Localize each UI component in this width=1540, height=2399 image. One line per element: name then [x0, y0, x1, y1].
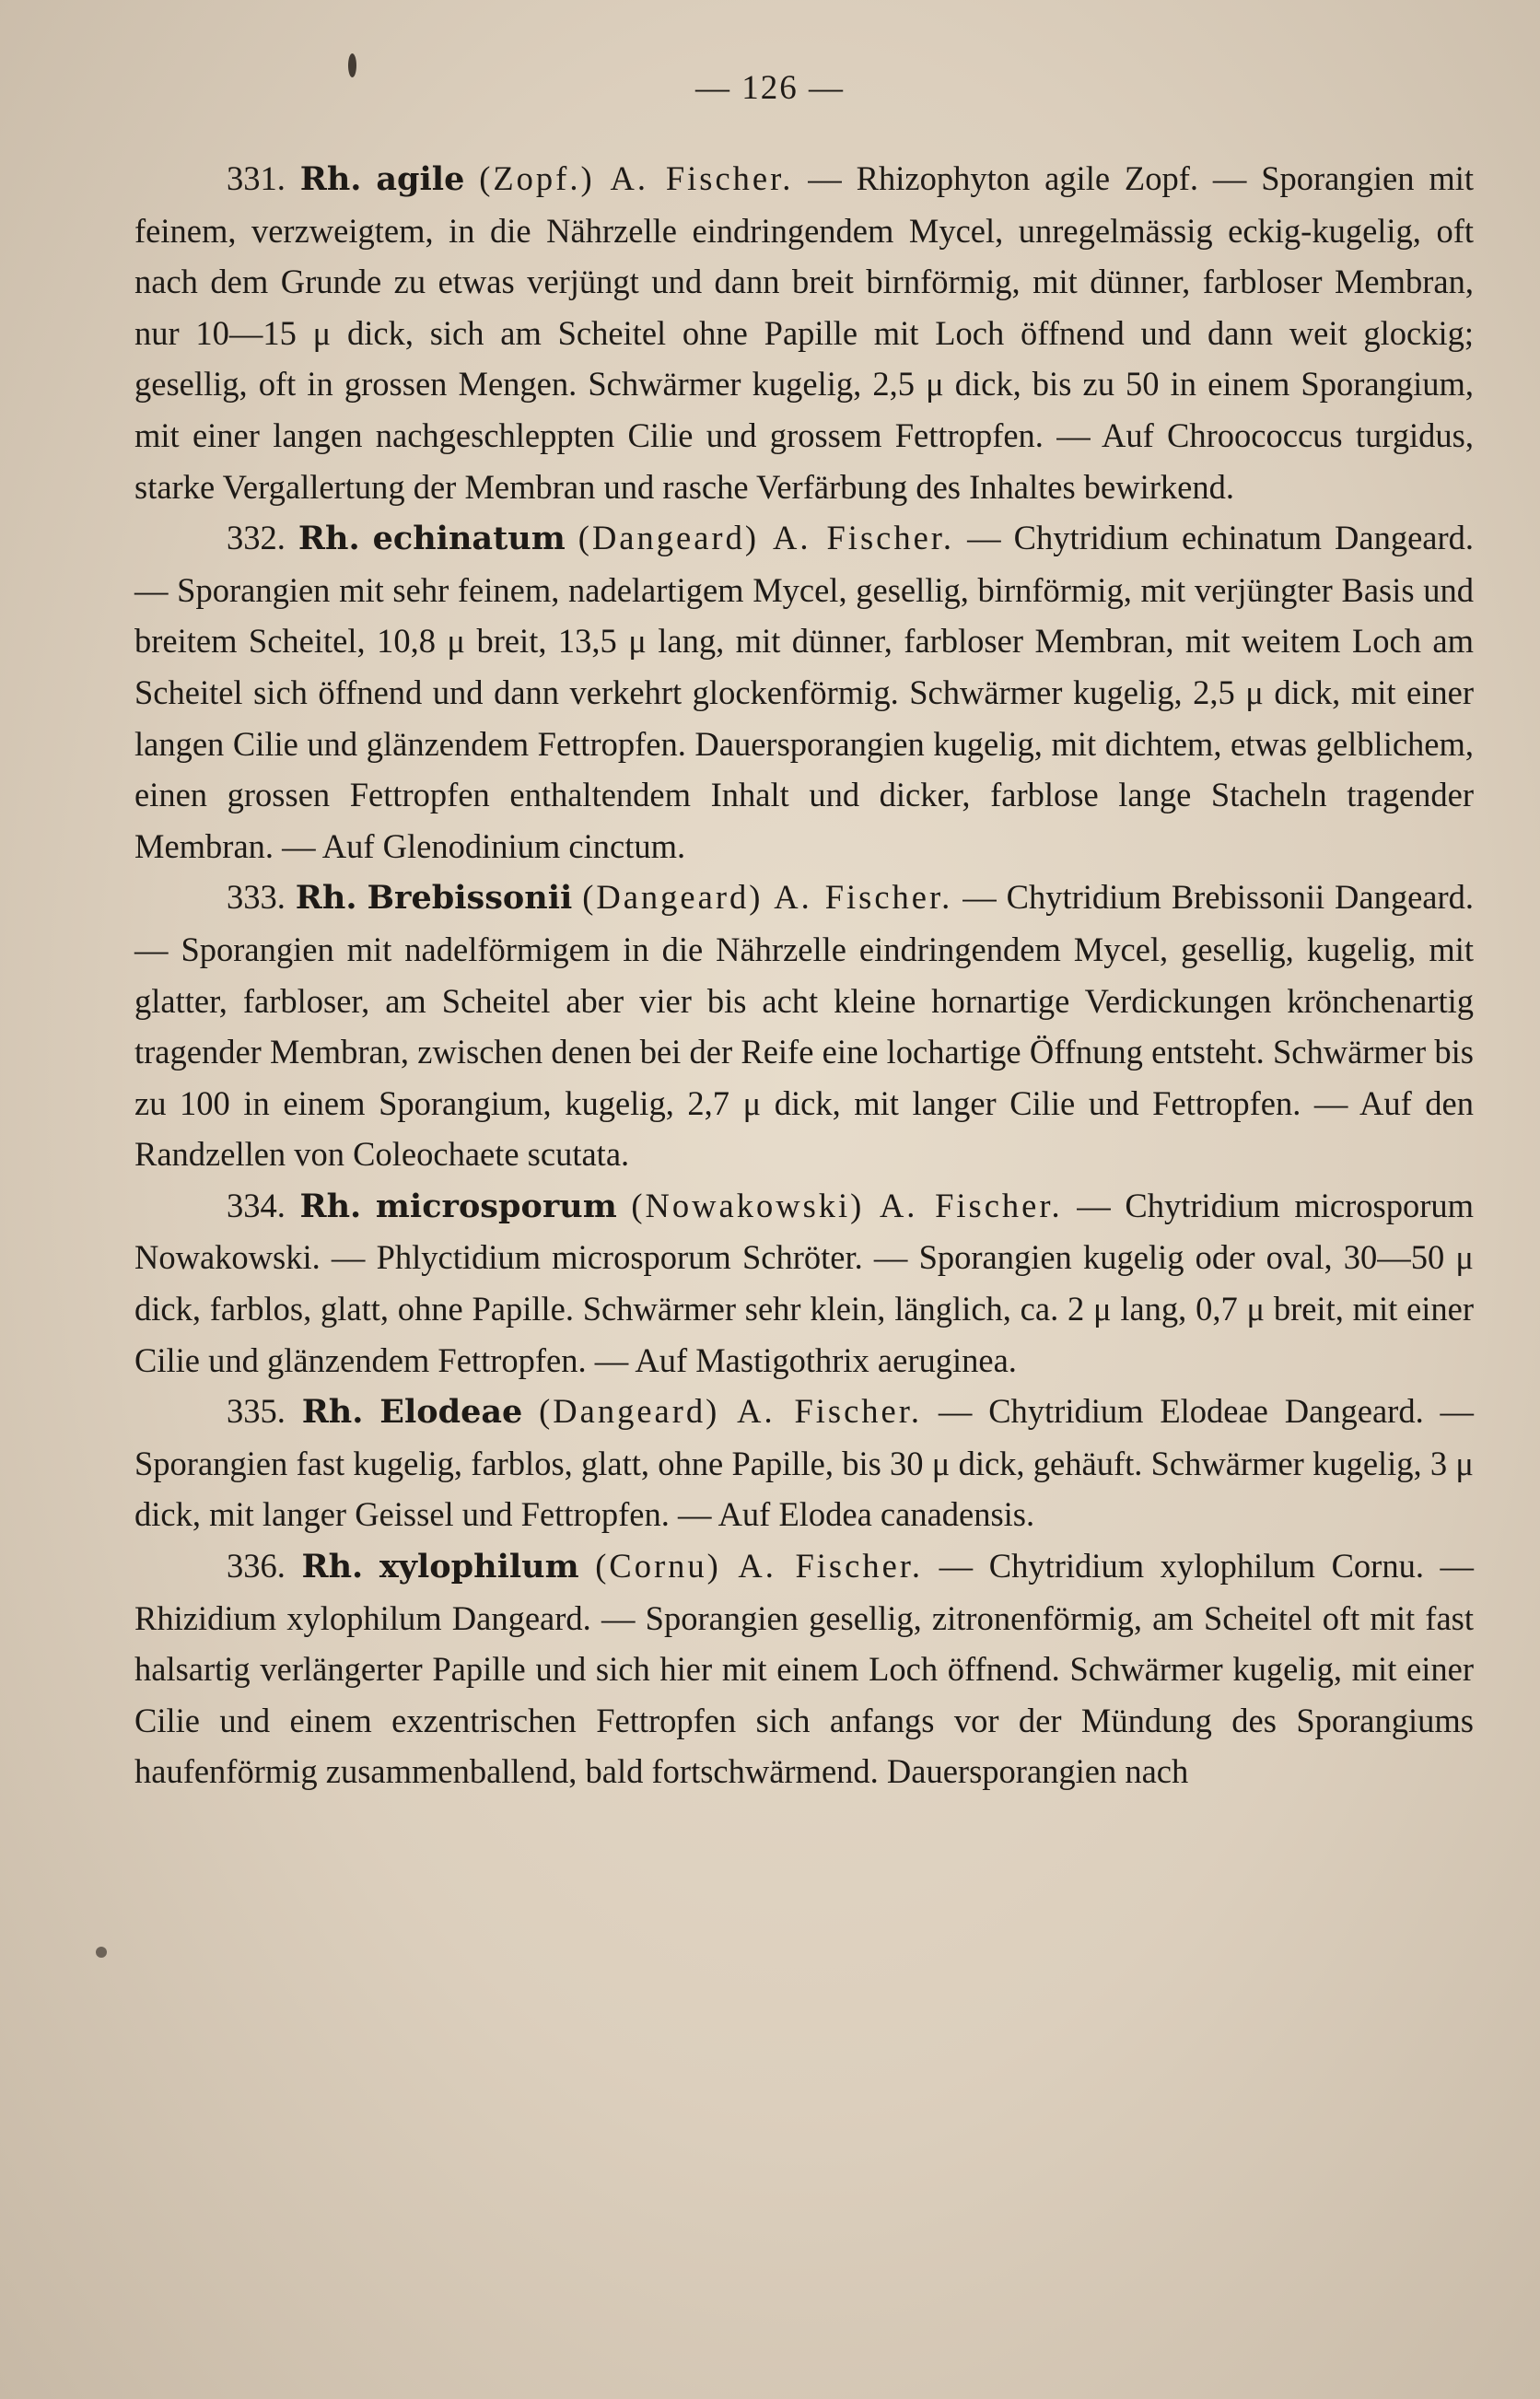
authority: (Nowakowski) A. Fischer. — [631, 1186, 1063, 1224]
species-entry — [134, 153, 1474, 512]
species-entry — [134, 872, 1474, 1180]
entry-number: 335. — [227, 1392, 286, 1431]
species-name: xylophilum — [379, 1548, 579, 1586]
entry-number: 332. — [227, 519, 286, 557]
species-entry — [134, 1540, 1474, 1797]
species-entry — [134, 512, 1474, 872]
authority: (Zopf.) A. Fischer. — [479, 159, 794, 197]
genus-abbrev: Rh. — [295, 879, 357, 918]
genus-abbrev: Rh. — [301, 1548, 364, 1586]
entry-description: — Chytridium Elodeae Dangeard. — Sporangien fast kugelig, farblos, glatt, ohne Papille, bis 30 μ dick, gehäuft. Schwärmer kugelig, 3 μ dick, mit langer Geissel und Fettropfen. — Auf Elodea canadensis. — [134, 1392, 1475, 1534]
entry-number: 334. — [227, 1186, 286, 1224]
species-name: agile — [376, 160, 465, 198]
authority: (Dangeard) A. Fischer. — [578, 519, 955, 557]
species-name: Brebissonii — [367, 879, 573, 918]
page-number: — 126 — — [695, 69, 845, 107]
species-name: microsporum — [375, 1187, 617, 1225]
species-entry — [134, 1386, 1474, 1540]
genus-abbrev: Rh. — [299, 160, 362, 198]
genus-abbrev: Rh. — [301, 1393, 364, 1432]
genus-abbrev: Rh. — [298, 520, 360, 558]
authority: (Dangeard) A. Fischer. — [539, 1392, 923, 1431]
species-entry — [134, 1180, 1474, 1386]
entry-description: — Chytridium xylophilum Cornu. — Rhizidium xylophilum Dangeard. — Sporangien gesellig, zitronenförmig, am Scheitel oft mit fast halsartig verlängerter Papille und sich hier mit einem Loch öffnend. Schwärmer kugelig, mit einer Cilie und einem exzentrischen Fettropfen sich anfangs vor der Mündung des Sporangiums haufenförmig zusammenballend, bald fortschwärmend. Dauersporangien nach — [134, 1547, 1475, 1791]
genus-abbrev: Rh. — [299, 1187, 362, 1225]
entry-description: — Chytridium Brebissonii Dangeard. — Sporangien mit nadelförmigem in die Nährzelle eindringendem Mycel, gesellig, kugelig, mit glatter, farbloser, am Scheitel aber vier bis acht kleine hornartige Verdickungen krönchenartig tragender Membran, zwischen denen bei der Reife eine lochartige Öffnung entsteht. Schwärmer bis zu 100 in einem Sporangium, kugelig, 2,7 μ dick, mit langer Cilie und Fettropfen. — Auf den Randzellen von Coleochaete scutata. — [134, 878, 1475, 1174]
species-name: echinatum — [372, 520, 566, 558]
page-body — [134, 153, 1474, 1797]
entry-description: — Chytridium microsporum Nowakowski. — Phlyctidium microsporum Schröter. — Sporangien kugelig oder oval, 30—50 μ dick, farblos, glatt, ohne Papille. Schwärmer sehr klein, länglich, ca. 2 μ lang, 0,7 μ breit, mit einer Cilie und glänzendem Fettropfen. — Auf Mastigothrix aeruginea. — [134, 1186, 1475, 1379]
authority: (Dangeard) A. Fischer. — [582, 878, 953, 917]
ink-smudge-mark — [96, 1947, 107, 1958]
entry-description: — Chytridium echinatum Dangeard. — Sporangien mit sehr feinem, nadelartigem Mycel, gesellig, birnförmig, mit verjüngter Basis und breitem Scheitel, 10,8 μ breit, 13,5 μ lang, mit dünner, farbloser Membran, mit weitem Loch am Scheitel sich öffnend und dann verkehrt glockenförmig. Schwärmer kugelig, 2,5 μ dick, mit einer langen Cilie und glänzendem Fettropfen. Dauersporangien kugelig, mit dichtem, etwas gelblichem, einen grossen Fettropfen enthaltendem Inhalt und dicker, farblose lange Stacheln tragender Membran. — Auf Glenodinium cinctum. — [134, 519, 1475, 865]
entry-number: 336. — [227, 1547, 286, 1586]
species-name: Elodeae — [379, 1393, 523, 1432]
entry-description: — Rhizophyton agile Zopf. — Sporangien mit feinem, verzweigtem, in die Nährzelle eindringendem Mycel, unregelmässig eckig-kugelig, oft nach dem Grunde zu etwas verjüngt und dann breit birnförmig, mit dünner, farbloser Membran, nur 10—15 μ dick, sich am Scheitel ohne Papille mit Loch öffnend und dann weit glockig; gesellig, oft in grossen Mengen. Schwärmer kugelig, 2,5 μ dick, bis zu 50 in einem Sporangium, mit einer langen nachgeschleppten Cilie und grossem Fettropfen. — Auf Chroococcus turgidus, starke Vergallertung der Membran und rasche Verfärbung des Inhaltes bewirkend. — [134, 159, 1475, 506]
entry-number: 333. — [227, 878, 286, 917]
entry-number: 331. — [227, 159, 286, 197]
authority: (Cornu) A. Fischer. — [595, 1547, 924, 1586]
